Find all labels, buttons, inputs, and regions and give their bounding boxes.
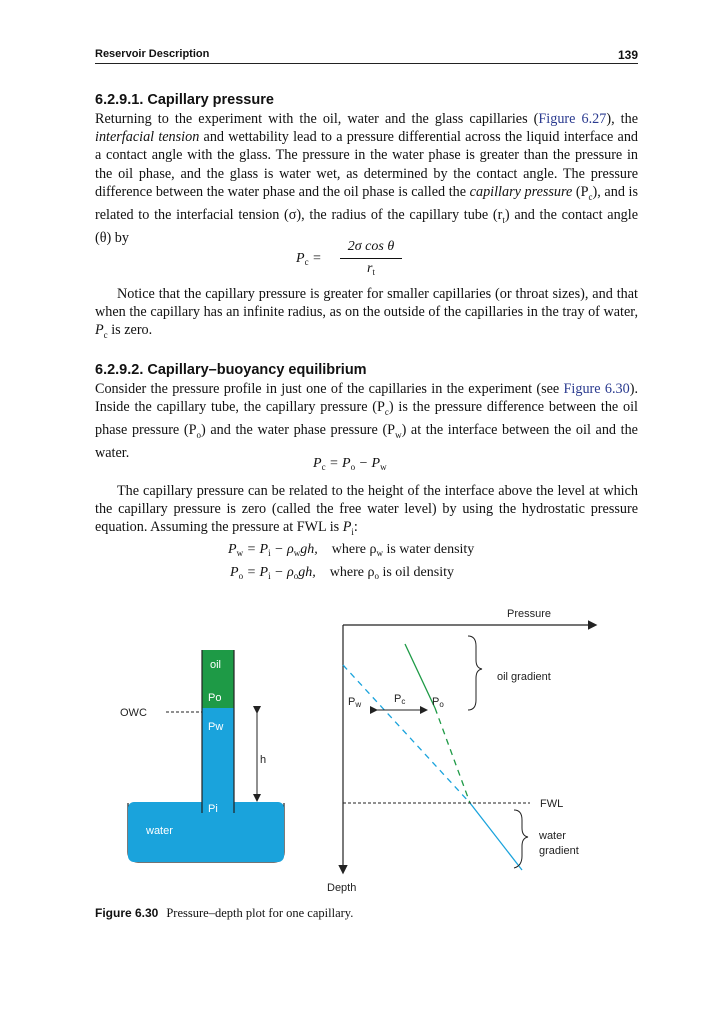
running-header [95, 46, 638, 64]
paragraph-capillary-radius: Notice that the capillary pressure is greater for smaller capillaries (or throat sizes), and that when the capillary has an infinite radius, as on the outside of the capillaries in the tray of water, $P_c$ is zero. [95, 286, 638, 341]
oil-gradient-brace [468, 636, 482, 710]
pressure-axis-label: Pressure [507, 608, 552, 620]
figure-link-6-30[interactable]: Figure 6.30 [563, 381, 630, 397]
running-title: Reservoir Description [95, 48, 210, 60]
po-label: Po [432, 696, 444, 709]
water-gradient-brace [514, 810, 528, 868]
oil-gradient-line [405, 644, 435, 708]
section-heading-capillary-pressure: 6.2.9.1. Capillary pressure [95, 92, 274, 108]
equation-oil-pressure: $P_o = P_i - \rho_ogh$, where $\rho_o$ is oil density [230, 565, 454, 581]
fwl-label: FWL [540, 798, 564, 810]
paragraph-capillary-pressure: Returning to the experiment with the oil, water and the glass capillaries (Figure 6.27), the interfacial tension and wettability lead to a pressure differential across the liquid interface and a contact angle with the glass. The pressure in the water phase is greater than the pressure in the oil phase, and the glass is water wet, as determined by the contact angle. The pressure difference between the water phase and the oil phase is called the capillary pressure $(P_c)$, and is related to the interfacial tension (σ), the radius of the capillary tube $(r_t)$ and the contact angle (θ) by [95, 111, 639, 246]
oil-gradient-dashed [435, 708, 470, 803]
tube-label-pw: Pw [208, 721, 224, 733]
pressure-depth-plot [327, 608, 595, 894]
paragraph-hydrostatic: The capillary pressure can be related to the height of the interface above the level at which the capillary pressure is zero (called the free water level) by using the hydrostatic pressure equation. Assuming the pressure at FWL is $P_i$: [95, 483, 638, 538]
water-gradient-label-1: water [539, 830, 566, 842]
water-gradient-label-2: gradient [539, 845, 579, 857]
pw-label: Pw [348, 696, 362, 709]
owc-label: OWC [120, 707, 147, 719]
equation-pc-difference: $P_c = P_o - P_w$ [313, 456, 387, 472]
figure-link-6-27[interactable]: Figure 6.27 [538, 111, 607, 127]
tube-label-po: Po [208, 692, 222, 704]
page-number: 139 [617, 48, 638, 62]
water-gradient-dashed [343, 665, 470, 803]
capillary-tube-diagram [120, 650, 284, 862]
tube-label-oil: oil [210, 659, 222, 671]
depth-axis-label: Depth [327, 882, 357, 894]
paragraph-buoyancy: Consider the pressure profile in just one of the capillaries in the experiment (see Figure 6.30). Inside the capillary tube, the capillary pressure $(P_c)$ is the pressure difference between the oil phase pressure $(P_o)$ and the water phase pressure $(P_w)$ at the interface between the oil and the water. [95, 381, 638, 462]
h-label: h [260, 754, 267, 766]
tube-label-pi: Pi [208, 803, 218, 815]
water-gradient-line [470, 803, 522, 870]
equation-water-pressure: $P_w = P_i - \rho_wgh$, where $\rho_w$ is water density [228, 542, 475, 558]
figure-pressure-depth [100, 600, 610, 900]
header-rule [95, 63, 638, 64]
tray-label-water: water [146, 825, 173, 837]
figure-caption: Figure 6.30 Pressure–depth plot for one capillary. [95, 906, 354, 920]
oil-gradient-label: oil gradient [497, 671, 551, 683]
equation-capillary-pressure: $P_c$ = 2σ cos θ $r_t$ [296, 239, 416, 283]
pc-label: Pc [394, 693, 406, 706]
section-heading-buoyancy: 6.2.9.2. Capillary–buoyancy equilibrium [95, 362, 367, 378]
